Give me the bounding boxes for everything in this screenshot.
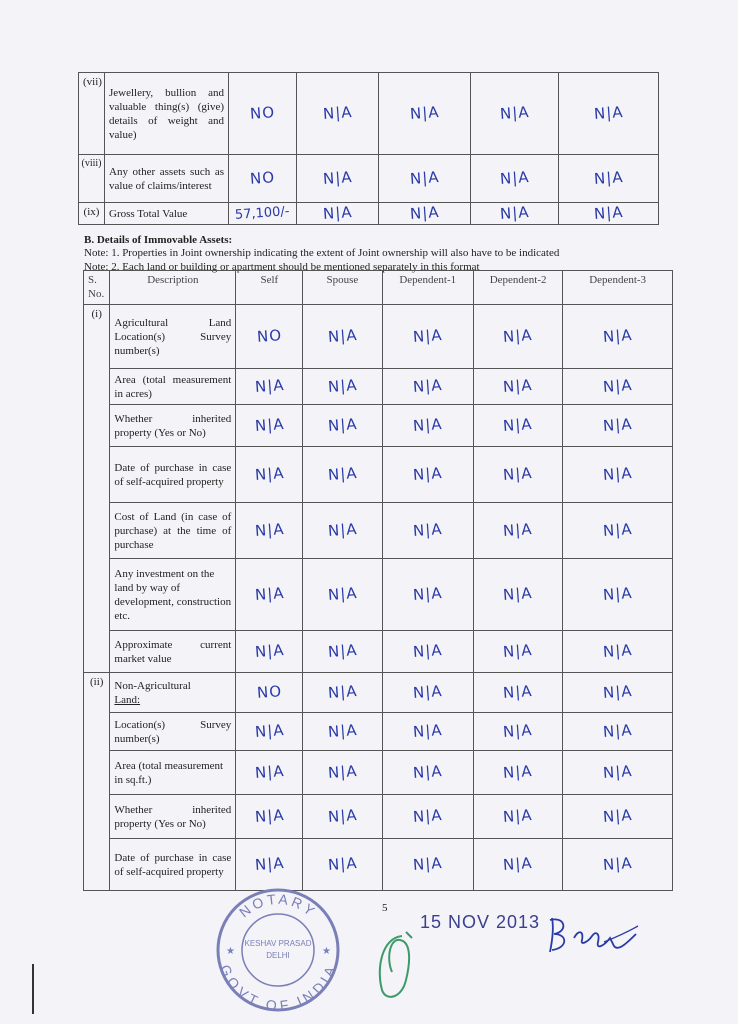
handwritten-value: N|A xyxy=(253,583,285,604)
row-description: Cost of Land (in case of purchase) at the time of purchase xyxy=(110,503,236,559)
handwritten-value: N|A xyxy=(322,202,353,223)
handwritten-value: N|A xyxy=(502,640,534,661)
table-row xyxy=(84,447,673,503)
note-1: Note: 1. Properties in Joint ownership indicating the extent of Joint ownership will also have to be indicated xyxy=(84,247,560,259)
handwritten-value: N|A xyxy=(499,102,530,123)
handwritten-value: N|A xyxy=(327,325,358,346)
handwritten-value: N|A xyxy=(602,681,633,702)
handwritten-value: N|A xyxy=(412,681,444,702)
handwritten-value: N|A xyxy=(253,640,285,661)
handwritten-value: N|A xyxy=(253,414,285,435)
handwritten-value: NO xyxy=(249,102,276,123)
handwritten-value: N|A xyxy=(602,325,633,346)
row-number: (ix) xyxy=(79,203,105,225)
row-description: Gross Total Value xyxy=(105,203,229,225)
seal-city: DELHI xyxy=(266,951,290,960)
row-number: (vii) xyxy=(79,73,105,155)
handwritten-value: NO xyxy=(256,681,283,702)
column-header: Dependent-1 xyxy=(382,271,473,305)
row-description-line: Non-Agricultural xyxy=(114,679,191,692)
handwritten-value: N|A xyxy=(602,853,633,874)
handwritten-value: N|A xyxy=(499,167,530,188)
column-header: Description xyxy=(110,271,236,305)
table-row xyxy=(84,795,673,839)
initials-signature xyxy=(372,928,422,1004)
handwritten-value: N|A xyxy=(412,414,444,435)
handwritten-value: N|A xyxy=(502,720,534,741)
handwritten-value: N|A xyxy=(327,761,358,782)
handwritten-value: N|A xyxy=(593,167,624,188)
table-row xyxy=(84,839,673,891)
handwritten-value: N|A xyxy=(602,640,633,661)
column-header: Self xyxy=(236,271,303,305)
star-icon: ★ xyxy=(322,946,331,957)
page-number: 5 xyxy=(382,902,388,914)
handwritten-value: N|A xyxy=(602,761,633,782)
handwritten-value: N|A xyxy=(322,102,353,123)
seal-bottom-text: GOVT OF INDIA xyxy=(217,962,339,1014)
row-description: Date of purchase in case of self-acquired property xyxy=(110,839,236,891)
row-description: Any investment on the land by way of development, construction etc. xyxy=(110,559,236,631)
handwritten-value: N|A xyxy=(602,583,633,604)
note-2: Note: 2. Each land or building or apartment should be mentioned separately in this format xyxy=(84,261,480,273)
handwritten-value: NO xyxy=(249,167,276,188)
handwritten-value: NO xyxy=(256,325,283,346)
handwritten-value: N|A xyxy=(593,202,624,223)
table-row xyxy=(84,713,673,751)
table-row xyxy=(84,405,673,447)
handwritten-value: N|A xyxy=(412,805,444,826)
column-header: S. No. xyxy=(84,271,110,305)
handwritten-value: N|A xyxy=(412,720,444,741)
handwritten-value: N|A xyxy=(502,325,534,346)
handwritten-value: N|A xyxy=(322,167,353,188)
table-row xyxy=(79,73,659,155)
table-row xyxy=(84,305,673,369)
handwritten-value: N|A xyxy=(502,463,534,484)
handwritten-value: N|A xyxy=(327,640,358,661)
margin-mark xyxy=(32,964,34,1014)
handwritten-value: N|A xyxy=(412,375,444,396)
handwritten-value: N|A xyxy=(327,853,358,874)
handwritten-value: N|A xyxy=(327,414,358,435)
row-description: Whether inherited property (Yes or No) xyxy=(110,405,236,447)
handwritten-value: N|A xyxy=(253,375,285,396)
handwritten-value: N|A xyxy=(327,805,358,826)
handwritten-value: N|A xyxy=(412,853,444,874)
column-header: Dependent-2 xyxy=(473,271,562,305)
handwritten-value: N|A xyxy=(412,761,444,782)
immovable-assets-table xyxy=(83,270,673,891)
handwritten-value: N|A xyxy=(253,761,285,782)
group-number: (ii) xyxy=(84,673,110,891)
handwritten-value: N|A xyxy=(327,375,358,396)
handwritten-value: N|A xyxy=(409,102,440,123)
row-description: Location(s) Survey number(s) xyxy=(110,713,236,751)
handwritten-value: N|A xyxy=(602,414,633,435)
handwritten-value: N|A xyxy=(409,167,440,188)
row-description: Area (total measurement in acres) xyxy=(110,369,236,405)
row-description: Area (total measurement in sq.ft.) xyxy=(110,751,236,795)
handwritten-value: N|A xyxy=(502,681,534,702)
header-row xyxy=(84,271,673,305)
handwritten-value: N|A xyxy=(412,463,444,484)
handwritten-value: N|A xyxy=(602,720,633,741)
row-description: Jewellery, bullion and valuable thing(s) (give) details of weight and value) xyxy=(105,73,229,155)
handwritten-value: 57,100/- xyxy=(234,203,291,223)
column-header: Spouse xyxy=(303,271,382,305)
handwritten-value: N|A xyxy=(502,519,534,540)
handwritten-value: N|A xyxy=(412,325,444,346)
notary-seal xyxy=(214,886,342,1014)
group-number: (i) xyxy=(84,305,110,673)
handwritten-value: N|A xyxy=(327,681,358,702)
handwritten-value: N|A xyxy=(412,583,444,604)
handwritten-value: N|A xyxy=(502,583,534,604)
handwritten-value: N|A xyxy=(502,853,534,874)
signature xyxy=(544,912,640,958)
row-description: Whether inherited property (Yes or No) xyxy=(110,795,236,839)
row-description: Any other assets such as value of claims/interest xyxy=(105,155,229,203)
table-row xyxy=(79,203,659,225)
handwritten-value: N|A xyxy=(327,720,358,741)
handwritten-value: N|A xyxy=(253,805,285,826)
handwritten-value: N|A xyxy=(502,375,534,396)
handwritten-value: N|A xyxy=(327,583,358,604)
handwritten-value: N|A xyxy=(253,519,285,540)
handwritten-value: N|A xyxy=(409,202,440,223)
handwritten-value: N|A xyxy=(253,463,285,484)
handwritten-value: N|A xyxy=(253,853,285,874)
movable-assets-table xyxy=(78,72,659,225)
row-description xyxy=(110,673,236,713)
handwritten-value: N|A xyxy=(602,519,633,540)
handwritten-value: N|A xyxy=(502,761,534,782)
table-row xyxy=(84,751,673,795)
row-number: (viii) xyxy=(79,155,105,203)
table-row xyxy=(84,631,673,673)
handwritten-value: N|A xyxy=(327,463,358,484)
table-row xyxy=(84,559,673,631)
seal-name: KESHAV PRASAD xyxy=(244,939,312,948)
row-description: Agricultural Land Location(s) Survey number(s) xyxy=(110,305,236,369)
handwritten-value: N|A xyxy=(253,720,285,741)
handwritten-value: N|A xyxy=(327,519,358,540)
handwritten-value: N|A xyxy=(412,640,444,661)
table-row xyxy=(84,369,673,405)
handwritten-value: N|A xyxy=(602,805,633,826)
star-icon: ★ xyxy=(226,946,235,957)
handwritten-value: N|A xyxy=(412,519,444,540)
handwritten-value: N|A xyxy=(593,102,624,123)
table-row xyxy=(79,155,659,203)
row-description: Approximate current market value xyxy=(110,631,236,673)
table-row xyxy=(84,503,673,559)
row-description-underlined: Land: xyxy=(114,693,141,706)
handwritten-value: N|A xyxy=(499,202,530,223)
table-row xyxy=(84,673,673,713)
handwritten-value: N|A xyxy=(502,805,534,826)
row-description: Date of purchase in case of self-acquired property xyxy=(110,447,236,503)
date-stamp: 15 NOV 2013 xyxy=(420,912,541,932)
handwritten-value: N|A xyxy=(602,463,633,484)
handwritten-value: N|A xyxy=(602,375,633,396)
column-header: Dependent-3 xyxy=(563,271,673,305)
section-title: B. Details of Immovable Assets: xyxy=(84,234,233,246)
handwritten-value: N|A xyxy=(502,414,534,435)
seal-top-text: NOTARY xyxy=(236,890,321,921)
